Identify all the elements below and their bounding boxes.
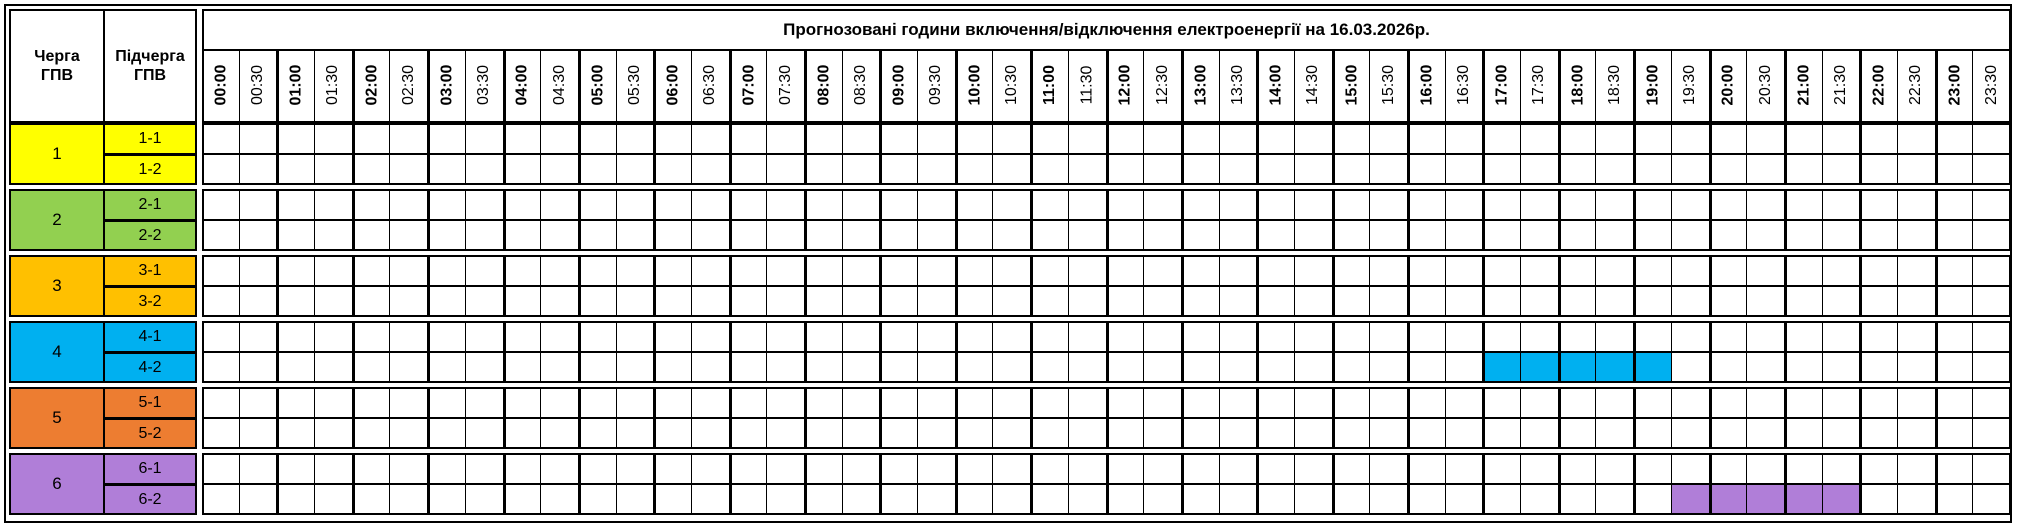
queue-2-label: 2 — [9, 189, 105, 251]
time-slot-label: 23:30 — [1973, 49, 2011, 123]
queue-3-label: 3 — [9, 255, 105, 317]
time-slot-label: 10:00 — [956, 49, 994, 123]
time-slot-label: 07:30 — [767, 49, 805, 123]
time-slot-label: 02:00 — [353, 49, 391, 123]
time-slot-label: 04:30 — [541, 49, 579, 123]
subqueue-3-1-label: 3-1 — [103, 255, 197, 287]
time-slot-label: 18:00 — [1559, 49, 1597, 123]
subqueue-header: Підчерга ГПВ — [103, 9, 197, 123]
subqueue-6-1-label: 6-1 — [103, 453, 197, 485]
time-slot-label: 14:30 — [1295, 49, 1333, 123]
subqueue-3-2-label: 3-2 — [103, 286, 197, 317]
time-slot-label: 09:00 — [880, 49, 918, 123]
time-slot-label: 09:30 — [918, 49, 956, 123]
time-slot-label: 18:30 — [1596, 49, 1634, 123]
time-slot-label: 02:30 — [390, 49, 428, 123]
time-slot-label: 21:30 — [1823, 49, 1861, 123]
time-slot-label: 21:00 — [1785, 49, 1823, 123]
time-slot-label: 19:30 — [1672, 49, 1710, 123]
time-slot-label: 10:30 — [993, 49, 1031, 123]
time-slot-label: 14:00 — [1257, 49, 1295, 123]
time-slot-label: 00:30 — [240, 49, 278, 123]
time-slot-label: 11:30 — [1069, 49, 1107, 123]
time-slot-label: 16:30 — [1446, 49, 1484, 123]
queue-6-label: 6 — [9, 453, 105, 515]
time-slot-label: 11:00 — [1031, 49, 1069, 123]
time-slot-label: 12:30 — [1144, 49, 1182, 123]
time-slot-label: 23:00 — [1936, 49, 1974, 123]
queue-5-label: 5 — [9, 387, 105, 449]
subqueue-1-2-label: 1-2 — [103, 154, 197, 185]
time-slot-label: 08:30 — [843, 49, 881, 123]
time-slot-label: 17:30 — [1521, 49, 1559, 123]
time-slot-label: 19:00 — [1634, 49, 1672, 123]
subqueue-5-1-label: 5-1 — [103, 387, 197, 419]
subqueue-2-1-label: 2-1 — [103, 189, 197, 221]
time-slot-label: 01:30 — [315, 49, 353, 123]
time-slot-label: 06:30 — [692, 49, 730, 123]
subqueue-4-1-label: 4-1 — [103, 321, 197, 353]
time-slot-label: 20:00 — [1710, 49, 1748, 123]
time-slot-label: 05:00 — [579, 49, 617, 123]
time-slot-label: 08:00 — [805, 49, 843, 123]
queue-4-label: 4 — [9, 321, 105, 383]
time-slot-label: 04:00 — [504, 49, 542, 123]
time-slot-label: 22:00 — [1860, 49, 1898, 123]
schedule-title: Прогнозовані години включення/відключення електроенергії на 16.03.2026р. — [202, 9, 2011, 51]
subqueue-5-2-label: 5-2 — [103, 418, 197, 449]
time-slot-label: 20:30 — [1747, 49, 1785, 123]
time-slot-label: 15:30 — [1370, 49, 1408, 123]
time-slot-label: 12:00 — [1107, 49, 1145, 123]
subqueue-1-1-label: 1-1 — [103, 123, 197, 155]
queue-header: Черга ГПВ — [9, 9, 105, 123]
subqueue-2-2-label: 2-2 — [103, 220, 197, 251]
time-slot-label: 15:00 — [1333, 49, 1371, 123]
queue-1-label: 1 — [9, 123, 105, 185]
subqueue-4-2-label: 4-2 — [103, 352, 197, 383]
time-slot-label: 03:30 — [466, 49, 504, 123]
time-slot-label: 03:00 — [428, 49, 466, 123]
time-slot-label: 07:00 — [730, 49, 768, 123]
time-slot-label: 13:30 — [1220, 49, 1258, 123]
time-slot-label: 22:30 — [1898, 49, 1936, 123]
time-slot-label: 00:00 — [202, 49, 240, 123]
time-slot-label: 13:00 — [1182, 49, 1220, 123]
subqueue-6-2-label: 6-2 — [103, 484, 197, 515]
time-slot-label: 01:00 — [277, 49, 315, 123]
time-slot-label: 16:00 — [1408, 49, 1446, 123]
time-slot-label: 17:00 — [1483, 49, 1521, 123]
time-slot-label: 05:30 — [617, 49, 655, 123]
time-slot-label: 06:00 — [654, 49, 692, 123]
